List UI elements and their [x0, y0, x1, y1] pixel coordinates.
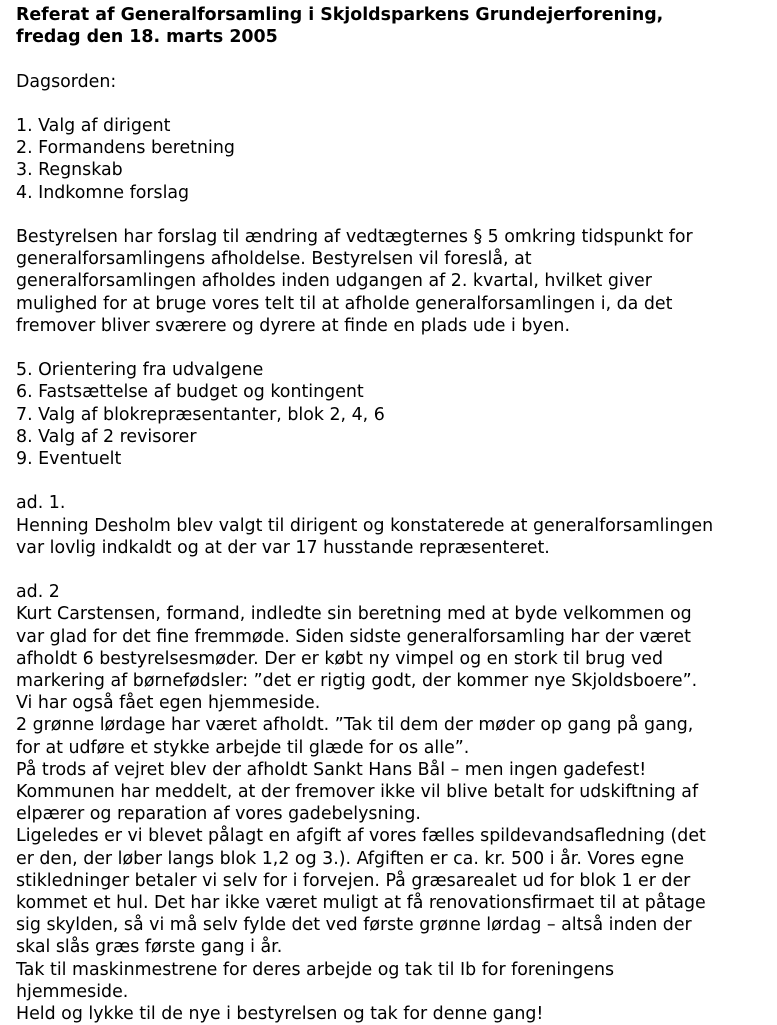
paragraph-line: hjemmeside.	[16, 981, 129, 1002]
agenda-item: 5. Orientering fra udvalgene	[16, 360, 264, 381]
paragraph-line: Vi har også fået egen hjemmeside.	[16, 693, 321, 714]
agenda-heading: Dagsorden:	[16, 71, 117, 92]
paragraph-line: Kommunen har meddelt, at der fremover ikke vil blive betalt for udskiftning af	[16, 782, 699, 803]
paragraph-line: Bestyrelsen har forslag til ændring af vedtægternes § 5 omkring tidspunkt for	[16, 226, 693, 247]
paragraph-line: stikledninger betaler vi selv for i forvejen. På græsarealet ud for blok 1 er der	[16, 870, 691, 891]
blank-line	[16, 48, 768, 70]
paragraph-line: På trods af vejret blev der afholdt Sankt Hans Bål – men ingen gadefest!	[16, 759, 647, 780]
blank-line	[16, 470, 768, 492]
agenda-item: 9. Eventuelt	[16, 449, 122, 469]
paragraph-line: var lovlig indkaldt og at der var 17 husstande repræsenteret.	[16, 537, 550, 558]
section-heading: ad. 2	[16, 582, 60, 603]
paragraph-line: sig skylden, så vi må selv fylde det ved første grønne lørdag – altså inden der	[16, 915, 692, 936]
paragraph-line: generalforsamlingen afholdes inden udgangen af 2. kvartal, hvilket giver	[16, 271, 652, 292]
agenda-list-part-1	[16, 115, 768, 204]
paragraph-line: Kurt Carstensen, formand, indledte sin beretning med at byde velkommen og	[16, 604, 692, 625]
blank-line	[16, 559, 768, 581]
title-line: Referat af Generalforsamling i Skjoldsparkens Grundejerforening,	[16, 5, 664, 25]
paragraph-line: kommet et hul. Det har ikke været muligt at få renovationsfirmaet til at påtage	[16, 893, 706, 914]
agenda-item: 4. Indkomne forslag	[16, 182, 190, 203]
paragraph-line: 2 grønne lørdage har været afholdt. ”Tak til dem der møder op gang på gang,	[16, 715, 694, 736]
paragraph-line: var glad for det fine fremmøde. Siden sidste generalforsamling har der været	[16, 626, 691, 647]
agenda-item: 2. Formandens beretning	[16, 138, 235, 159]
section-ad1	[16, 492, 768, 559]
blank-line	[16, 93, 768, 115]
agenda-list-part-2	[16, 359, 768, 470]
blank-line	[16, 337, 768, 359]
agenda-item: 3. Regnskab	[16, 160, 123, 181]
paragraph-line: Ligeledes er vi blevet pålagt en afgift af vores fælles spildevandsafledning (det	[16, 826, 706, 847]
paragraph-line: elpærer og reparation af vores gadebelysning.	[16, 804, 421, 825]
title-line: fredag den 18. marts 2005	[16, 27, 278, 48]
agenda-item: 7. Valg af blokrepræsentanter, blok 2, 4, 6	[16, 404, 385, 425]
board-proposal-paragraph	[16, 226, 768, 337]
paragraph-line: fremover bliver sværere og dyrere at finde en plads ude i byen.	[16, 315, 570, 336]
paragraph-line: skal slås græs første gang i år.	[16, 937, 283, 958]
blank-line	[16, 204, 768, 226]
paragraph-line: er den, der løber langs blok 1,2 og 3.). Afgiften er ca. kr. 500 i år. Vores egne	[16, 848, 685, 869]
paragraph-line: for at udføre et stykke arbejde til glæde for os alle”.	[16, 737, 470, 758]
paragraph-line: generalforsamlingens afholdelse. Bestyrelsen vil foreslå, at	[16, 249, 532, 270]
document-page	[16, 4, 768, 1025]
paragraph-line: Held og lykke til de nye i bestyrelsen og tak for denne gang!	[16, 1004, 544, 1025]
paragraph-line: Tak til maskinmestrene for deres arbejde og tak til Ib for foreningens	[16, 959, 615, 980]
paragraph-line: markering af børnefødsler: ”det er rigtig godt, der kommer nye Skjoldsboere”.	[16, 671, 698, 691]
section-heading: ad. 1.	[16, 493, 66, 514]
agenda-item: 1. Valg af dirigent	[16, 115, 171, 136]
agenda-item: 8. Valg af 2 revisorer	[16, 426, 197, 447]
paragraph-line: afholdt 6 bestyrelsesmøder. Der er købt ny vimpel og en stork til brug ved	[16, 648, 663, 669]
agenda-item: 6. Fastsættelse af budget og kontingent	[16, 382, 364, 403]
document-title	[16, 4, 768, 48]
paragraph-line: Henning Desholm blev valgt til dirigent og konstaterede at generalforsamlingen	[16, 515, 714, 536]
paragraph-line: mulighed for at bruge vores telt til at afholde generalforsamlingen i, da det	[16, 293, 673, 314]
section-ad2	[16, 581, 768, 1025]
